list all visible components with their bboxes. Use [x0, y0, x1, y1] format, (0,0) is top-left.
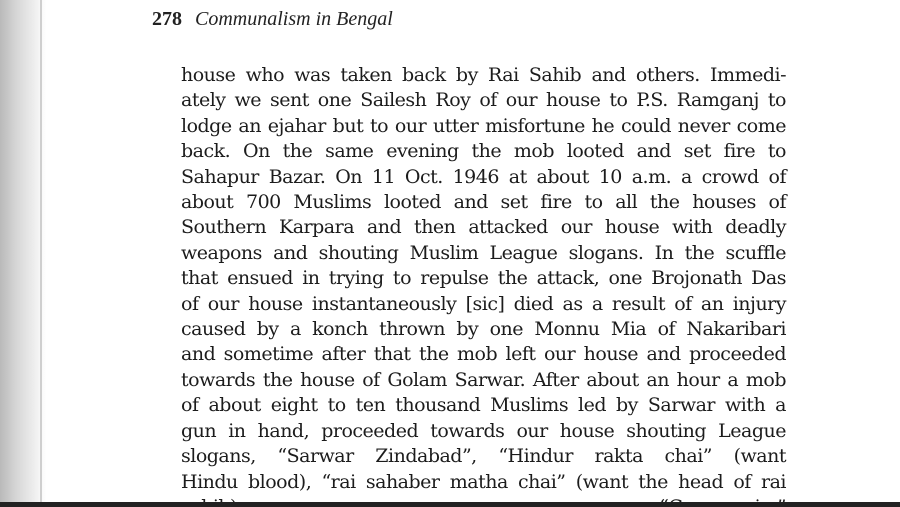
text-line: about 700 Muslims looted and set fire to all the houses of	[181, 191, 786, 214]
text-line: Hindu blood), “rai sahaber matha chai” (want the head of rai	[181, 470, 786, 493]
bottom-edge-bar	[0, 502, 900, 507]
text-line: weapons and shouting Muslim League slogans. In the scuffle	[181, 241, 786, 264]
text-line: of our house instantaneously [sic] died as a result of an injury	[181, 292, 786, 315]
text-line: back. On the same evening the mob looted and set fire to	[181, 140, 786, 163]
text-line: Southern Karpara and then attacked our house with deadly	[181, 216, 786, 239]
text-line: Sahapur Bazar. On 11 Oct. 1946 at about 10 a.m. a crowd of	[181, 165, 786, 188]
text-line: house who was taken back by Rai Sahib and others. Immedi-	[181, 64, 786, 86]
text-line: that ensued in trying to repulse the attack, one Brojonath Das	[181, 267, 786, 290]
text-line: ately we sent one Sailesh Roy of our house to P.S. Ramganj to	[181, 89, 786, 112]
book-title: Communalism in Bengal	[195, 8, 393, 30]
text-line: caused by a konch thrown by one Monnu Mia of Nakaribari	[181, 318, 786, 341]
page-number: 278	[152, 8, 182, 30]
book-gutter-line	[40, 0, 42, 507]
text-line: gun in hand, proceeded towards our house shouting League	[181, 419, 786, 442]
text-line: slogans, “Sarwar Zindabad”, “Hindur rakta chai” (want	[181, 445, 786, 468]
text-line: towards the house of Golam Sarwar. After about an hour a mob	[181, 368, 786, 391]
text-line: of about eight to ten thousand Muslims led by Sarwar with a	[181, 394, 786, 417]
body-paragraph	[181, 63, 786, 507]
running-head	[152, 8, 393, 31]
text-line: lodge an ejahar but to our utter misfortune he could never come	[181, 114, 786, 137]
text-line: and sometime after that the mob left our house and proceeded	[181, 343, 786, 366]
